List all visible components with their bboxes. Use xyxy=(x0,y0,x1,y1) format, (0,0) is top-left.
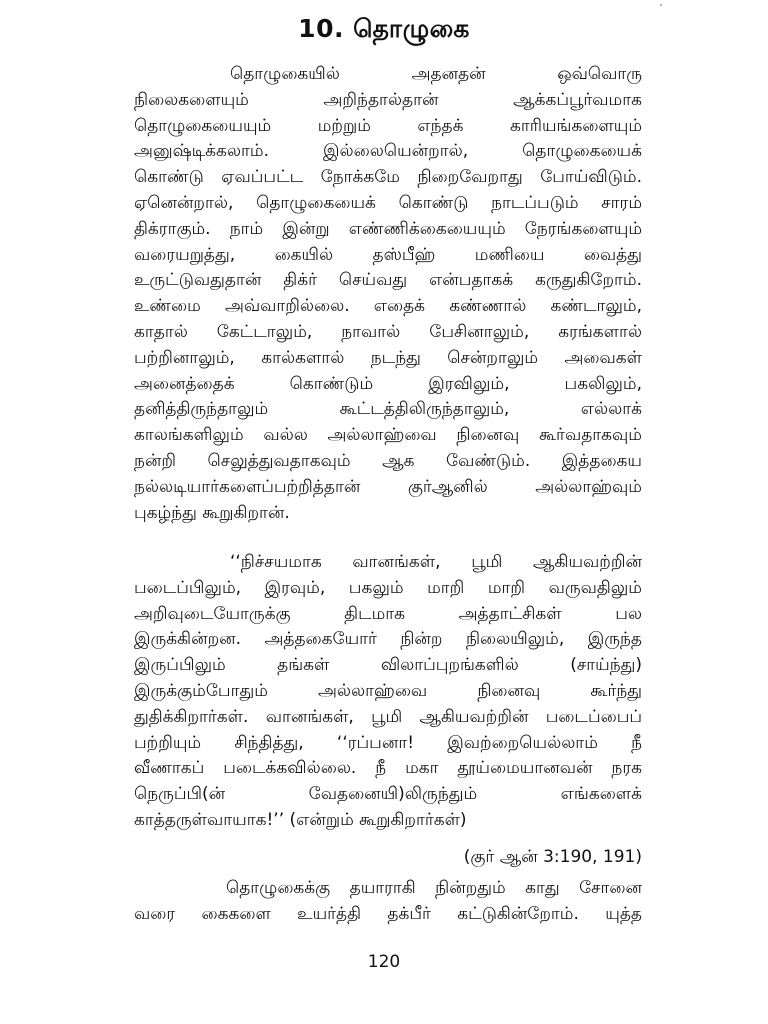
text-line: காதால் கேட்டாலும், நாவால் பேசினாலும், கரங்களால் xyxy=(134,321,642,342)
text-line: பற்றியும் சிந்தித்து, ‘‘ரப்பனா! இவற்றையெல்லாம் நீ xyxy=(134,732,642,753)
text-line: அறிவுடையோருக்கு திடமாக அத்தாட்சிகள் பல xyxy=(134,603,642,624)
chapter-title: 10. தொழுகை xyxy=(298,14,470,43)
text-line: நல்லடியார்களைப்பற்றித்தான் குர்ஆனில் அல்லாஹ்வும் xyxy=(134,476,642,497)
text-line: உண்மை அவ்வாறில்லை. எதைக் கண்ணால் கண்டாலும், xyxy=(134,296,642,317)
page-number: 120 xyxy=(367,952,401,972)
scan-speck xyxy=(660,4,662,6)
text-line: வரை கைகளை உயர்த்தி தக்பீர் கட்டுகின்றோம். யுத்த xyxy=(134,903,642,924)
text-line: பற்றினாலும், கால்களால் நடந்து சென்றாலும் அவைகள் xyxy=(134,347,642,368)
text-line: வரையறுத்து, கையில் தஸ்பீஹ் மணியை வைத்து xyxy=(134,244,642,265)
text-line: நன்றி செலுத்துவதாகவும் ஆக வேண்டும். இத்தகைய xyxy=(134,450,642,471)
text-line: இருப்பிலும் தங்கள் விலாப்புறங்களில் (சாய்ந்து) xyxy=(134,655,642,676)
text-line: நெருப்பி(ன் வேதனையி)லிருந்தும் எங்களைக் xyxy=(134,784,642,805)
text-line: நிலைகளையும் அறிந்தால்தான் ஆக்கப்பூர்வமாக xyxy=(134,89,642,110)
text-line: துதிக்கிறார்கள். வானங்கள், பூமி ஆகியவற்றின் படைப்பைப் xyxy=(134,706,642,727)
text-line: வீணாகப் படைக்கவில்லை. நீ மகா தூய்மையானவன் நரக xyxy=(134,758,642,779)
text-line: அனுஷ்டிக்கலாம். இல்லையென்றால், தொழுகையைக் xyxy=(134,141,642,162)
paragraph-3 xyxy=(134,876,642,928)
quran-citation: (குர் ஆன் 3:190, 191) xyxy=(463,847,642,867)
text-line: அனைத்தைக் கொண்டும் இரவிலும், பகலிலும், xyxy=(134,373,642,394)
text-line: தனித்திருந்தாலும் கூட்டத்திலிருந்தாலும், எல்லாக் xyxy=(134,399,642,420)
text-line: தொழுகையில் அதனதன் ஒவ்வொரு xyxy=(230,64,642,84)
text-line: காலங்களிலும் வல்ல அல்லாஹ்வை நினைவு கூர்வதாகவும் xyxy=(134,425,642,446)
text-line: காத்தருள்வாயாக!’’ (என்றும் கூறுகிறார்கள்) xyxy=(134,809,467,830)
text-line: தொழுகையையும் மற்றும் எந்தக் காரியங்களையும் xyxy=(134,115,642,136)
text-line: உருட்டுவதுதான் திக்ர் செய்வது என்பதாகக் கருதுகிறோம். xyxy=(134,270,642,291)
text-line: ஏனென்றால், தொழுகையைக் கொண்டு நாடப்படும் சாரம் xyxy=(134,192,642,213)
text-line: ‘‘நிச்சயமாக வானங்கள், பூமி ஆகியவற்றின் xyxy=(230,552,642,572)
text-line: இருக்கின்றன. அத்தகையோர் நின்ற நிலையிலும், இருந்த xyxy=(134,629,642,650)
text-line: இருக்கும்போதும் அல்லாஹ்வை நினைவு கூர்ந்து xyxy=(134,680,642,701)
text-line: படைப்பிலும், இரவும், பகலும் மாறி மாறி வருவதிலும் xyxy=(134,577,642,598)
text-line: புகழ்ந்து கூறுகிறான். xyxy=(134,502,290,523)
text-line: தொழுகைக்கு தயாராகி நின்றதும் காது சோனை xyxy=(226,878,642,898)
quran-quote-paragraph xyxy=(134,550,642,834)
text-line: திக்ராகும். நாம் இன்று எண்ணிக்கையையும் நேரங்களையும் xyxy=(134,218,642,239)
text-line: கொண்டு ஏவப்பட்ட நோக்கமே நிறைவேறாது போய்விடும். xyxy=(134,167,642,188)
paragraph-1 xyxy=(134,62,642,526)
